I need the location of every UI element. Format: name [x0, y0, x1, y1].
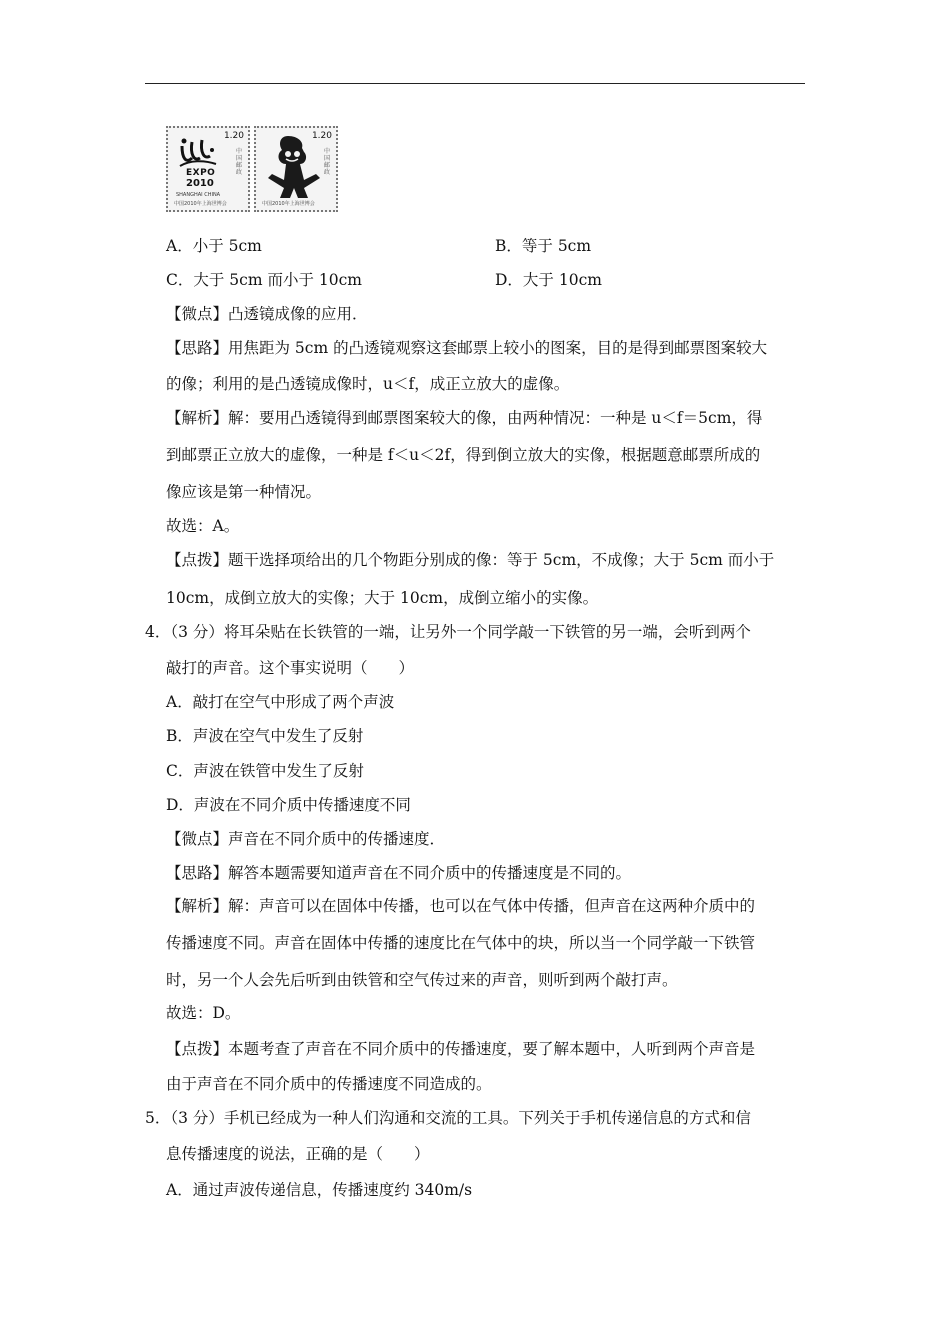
- stamp-year-text: 2010: [186, 178, 214, 189]
- q3-jiexi-line-1: 【解析】解：要用凸透镜得到邮票图案较大的像，由两种情况：一种是 u＜f＝5cm，得: [166, 409, 763, 427]
- q4-dianbo-line-2: 由于声音在不同介质中的传播速度不同造成的。: [166, 1075, 492, 1093]
- stamp-value: 1.20: [311, 131, 332, 141]
- q3-option-b: B．等于 5cm: [495, 237, 592, 255]
- q4-jiexi-line-1: 【解析】解：声音可以在固体中传播，也可以在气体中传播，但声音在这两种介质中的: [166, 897, 756, 915]
- header-rule: [145, 83, 805, 84]
- stamp-footer: 中国2010年上海世博会: [174, 201, 227, 207]
- expo-logo-stamp: [166, 126, 250, 212]
- q3-dianbo-line-2: 10cm，成倒立放大的实像；大于 10cm，成倒立缩小的实像。: [166, 589, 599, 607]
- q4-option-a: A．敲打在空气中形成了两个声波: [166, 693, 395, 711]
- stamp-city-text: SHANGHAI CHINA: [176, 192, 221, 198]
- q5-stem-line-1: 5．（3 分）手机已经成为一种人们沟通和交流的工具。下列关于手机传递信息的方式和信: [145, 1109, 751, 1127]
- stamp-footer: 中国2010年上海世博会: [262, 201, 315, 207]
- mascot-icon: [264, 134, 324, 200]
- q4-stem-line-1: 4．（3 分）将耳朵贴在长铁管的一端，让另外一个同学敲一下铁管的另一端，会听到两个: [145, 623, 751, 641]
- q4-option-d: D．声波在不同介质中传播速度不同: [166, 796, 411, 814]
- q3-option-a: A．小于 5cm: [166, 237, 262, 255]
- q3-option-d: D．大于 10cm: [495, 271, 602, 289]
- q3-weidian: 【微点】凸透镜成像的应用．: [166, 305, 368, 323]
- q4-jiexi-line-3: 时，另一个人会先后听到由铁管和空气传过来的声音，则听到两个敲打声。: [166, 971, 678, 989]
- q3-option-c: C．大于 5cm 而小于 10cm: [166, 271, 362, 289]
- q5-stem-line-2: 息传播速度的说法，正确的是（ ）: [166, 1145, 430, 1163]
- q4-answer: 故选：D。: [166, 1004, 241, 1022]
- q3-jiexi-line-3: 像应该是第一种情况。: [166, 483, 322, 501]
- haibao-mascot-stamp: [254, 126, 338, 212]
- expo-stamps-image: [166, 126, 338, 212]
- q3-silu-line-1: 【思路】用焦距为 5cm 的凸透镜观察这套邮票上较小的图案，目的是得到邮票图案较大: [166, 339, 768, 357]
- q5-option-a: A．通过声波传递信息，传播速度约 340m/s: [166, 1181, 473, 1199]
- q4-silu: 【思路】解答本题需要知道声音在不同介质中的传播速度是不同的。: [166, 864, 632, 882]
- stamp-country: 中国邮政: [324, 148, 331, 176]
- q4-dianbo-line-1: 【点拨】本题考查了声音在不同介质中的传播速度，要了解本题中，人听到两个声音是: [166, 1040, 756, 1058]
- expo-logo-icon: [176, 136, 220, 170]
- q4-weidian: 【微点】声音在不同介质中的传播速度．: [166, 830, 446, 848]
- stamp-expo-text: EXPO: [186, 168, 216, 178]
- stamp-country: 中国邮政: [236, 148, 243, 176]
- q3-jiexi-line-2: 到邮票正立放大的虚像，一种是 f＜u＜2f，得到倒立放大的实像，根据题意邮票所成的: [166, 446, 761, 464]
- q4-jiexi-line-2: 传播速度不同。声音在固体中传播的速度比在气体中的块，所以当一个同学敲一下铁管: [166, 934, 756, 952]
- stamp-value: 1.20: [223, 131, 244, 141]
- q3-dianbo-line-1: 【点拨】题干选择项给出的几个物距分别成的像：等于 5cm，不成像；大于 5cm 而小于: [166, 551, 775, 569]
- q4-option-c: C．声波在铁管中发生了反射: [166, 762, 364, 780]
- q4-stem-line-2: 敲打的声音。这个事实说明（ ）: [166, 659, 415, 677]
- q3-answer: 故选：A。: [166, 517, 240, 535]
- q3-silu-line-2: 的像；利用的是凸透镜成像时，u＜f，成正立放大的虚像。: [166, 375, 570, 393]
- q4-option-b: B．声波在空气中发生了反射: [166, 727, 364, 745]
